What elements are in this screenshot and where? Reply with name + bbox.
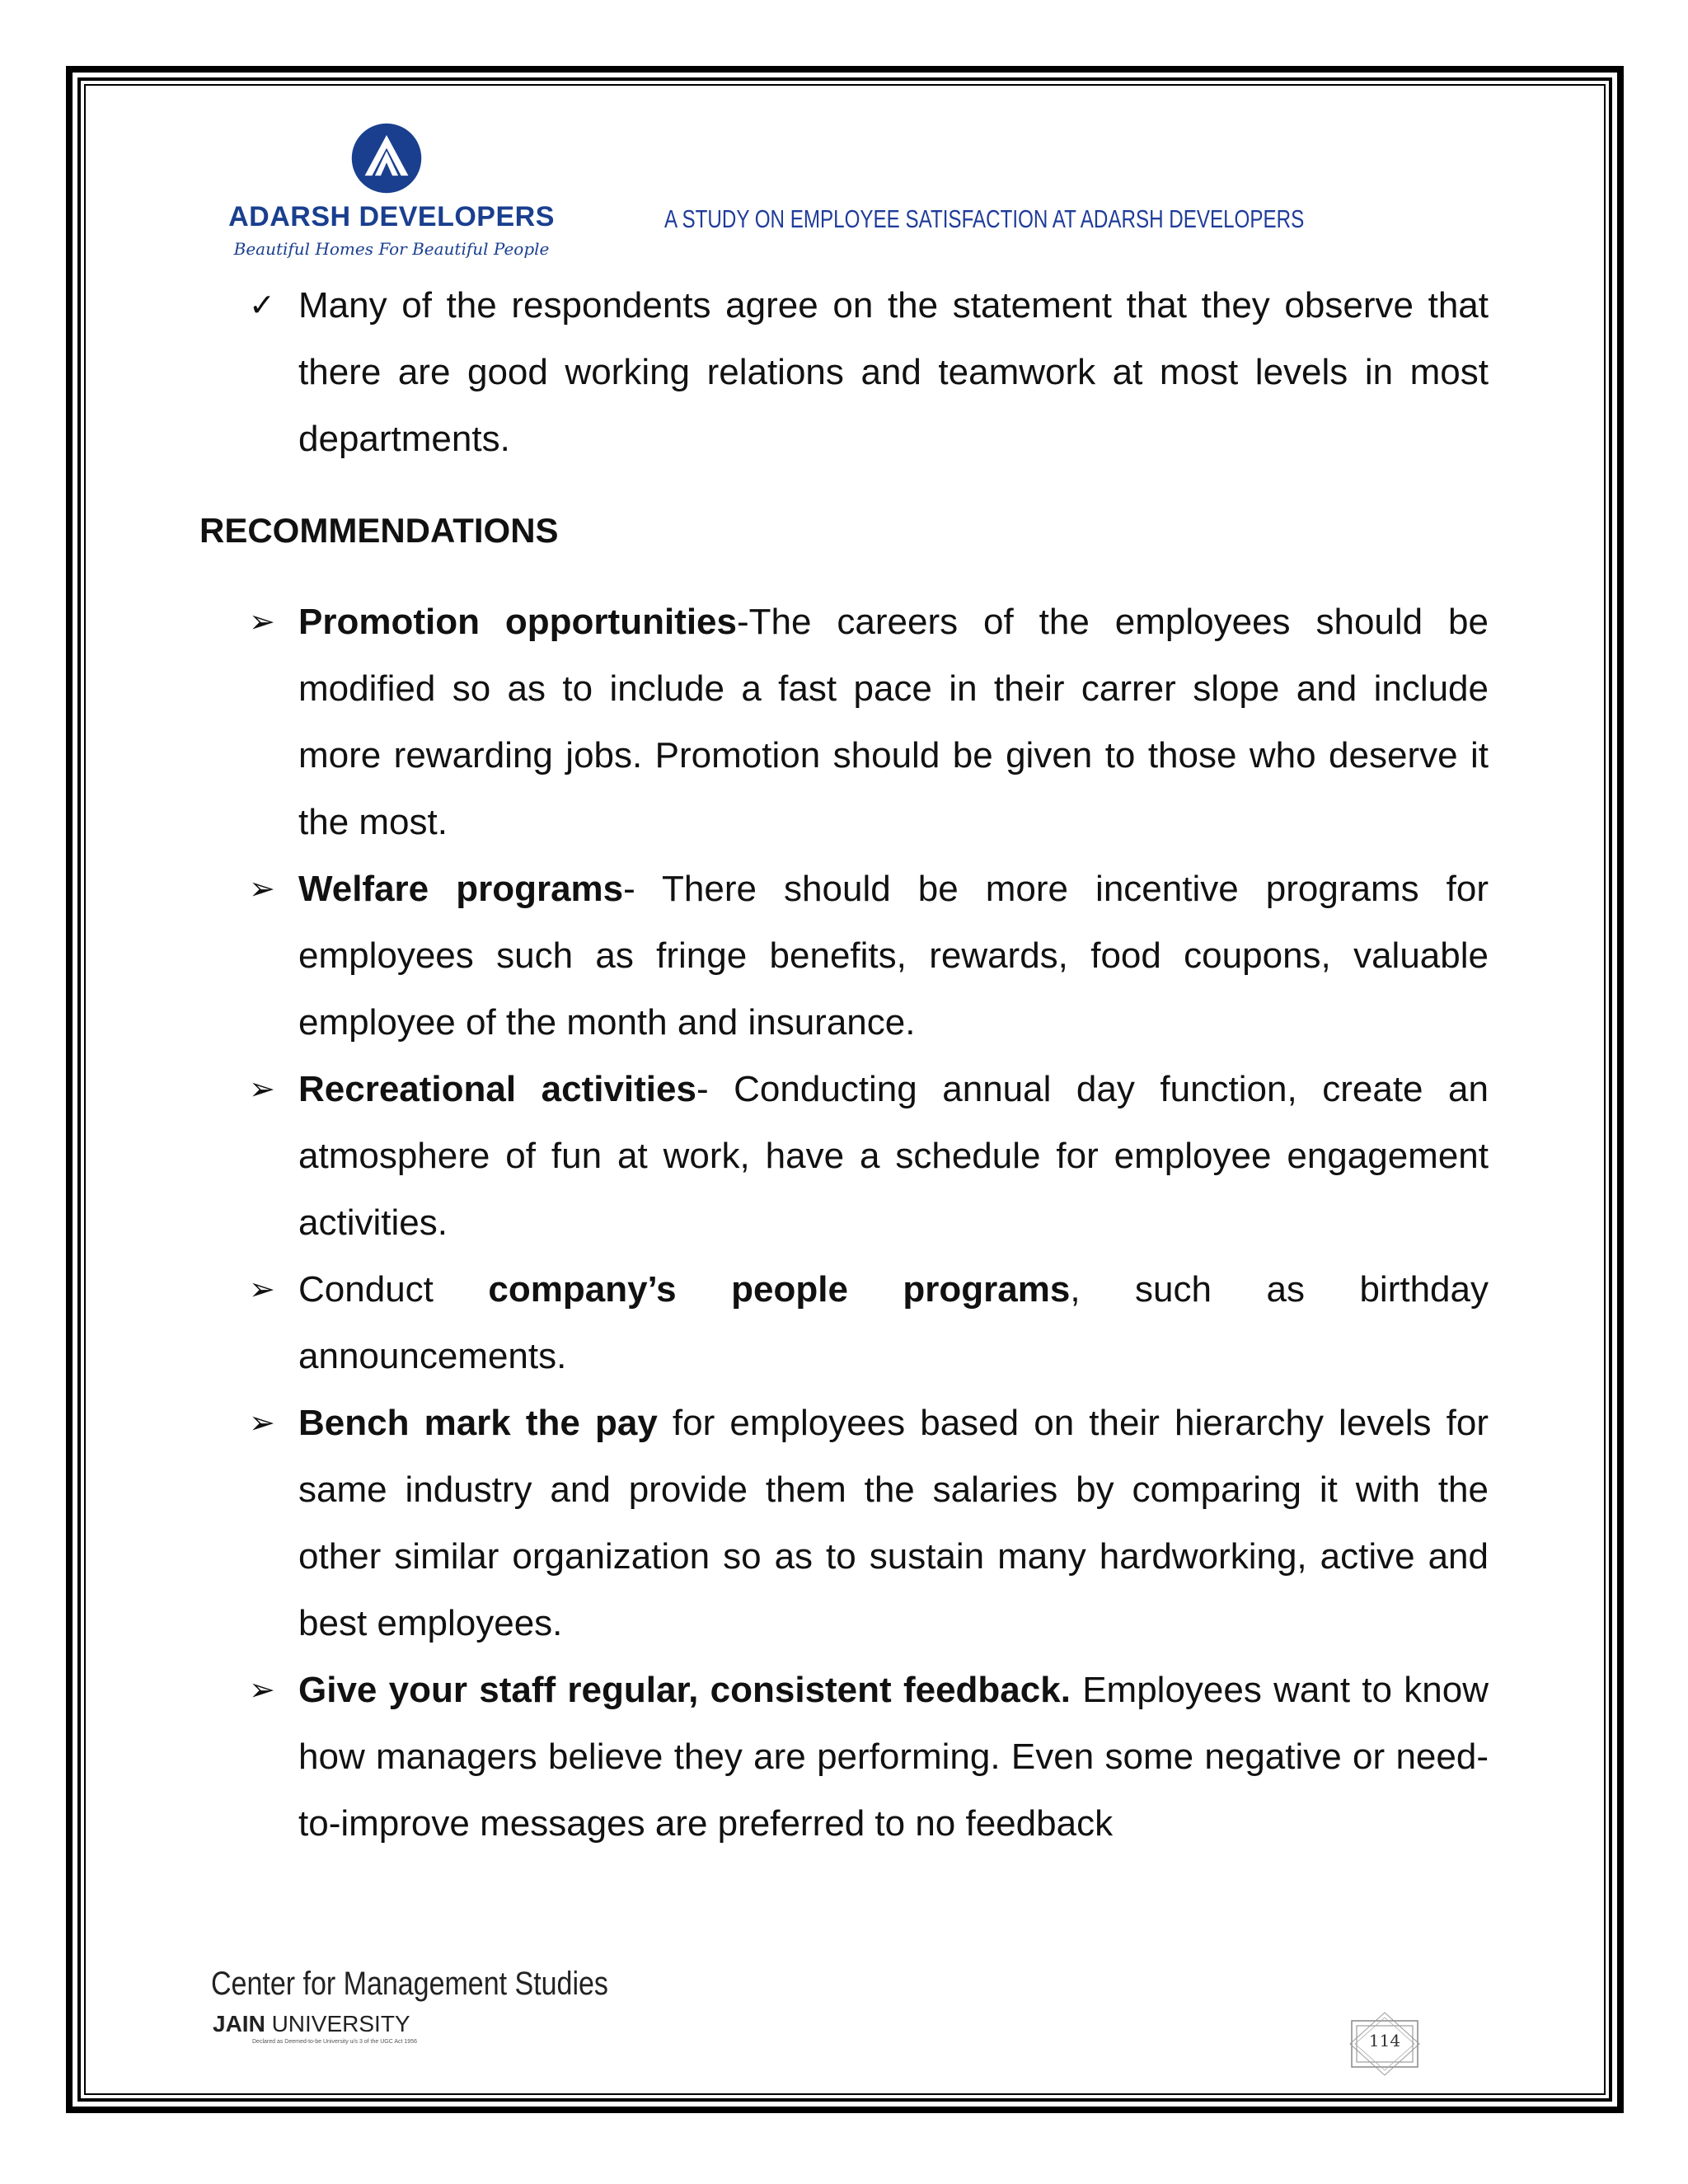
arrow-bullet-icon: ➢ — [249, 870, 275, 907]
arrow-bullet-icon: ➢ — [249, 1671, 275, 1708]
section-heading: RECOMMENDATIONS — [199, 511, 559, 550]
footer-university-bold: JAIN — [213, 2011, 265, 2036]
logo-emblem-icon — [350, 122, 423, 194]
arrow-bullet-icon: ➢ — [249, 1271, 275, 1307]
company-logo — [223, 122, 560, 266]
page-content — [199, 272, 1489, 1857]
recommendations-list — [199, 588, 1489, 1857]
footer-small-print: Declared as Deemed-to-be University u/s 3 of the UGC Act 1956 — [252, 2039, 417, 2045]
recommendation-item — [199, 588, 1489, 855]
page-number: 114 — [1368, 2031, 1401, 2050]
recommendation-text: Employees want to know how managers believe they are performing. Even some negative or need-to-improve messages are preferred to no feedback — [298, 1670, 1489, 1844]
recommendation-title: Promotion opportunities — [298, 602, 737, 642]
conclusion-text: Many of the respondents agree on the statement that they observe that there are good working relations and teamwork at most levels in most departments. — [298, 285, 1489, 459]
footer-university — [213, 2011, 410, 2037]
logo-tagline: Beautiful Homes For Beautiful People — [233, 239, 550, 259]
recommendation-title: company’s people programs — [488, 1269, 1071, 1310]
checkmark-icon: ✓ — [249, 287, 275, 323]
arrow-bullet-icon: ➢ — [249, 1404, 275, 1441]
recommendation-text: , such as birthday announcements. — [298, 1269, 1489, 1376]
recommendation-item — [199, 1056, 1489, 1256]
logo-name: ADARSH DEVELOPERS — [228, 201, 555, 232]
recommendation-lead: Conduct — [298, 1269, 489, 1310]
recommendation-item — [199, 1657, 1489, 1857]
study-title: A STUDY ON EMPLOYEE SATISFACTION AT ADARSH DEVELOPERS — [664, 204, 1305, 233]
recommendation-title: Welfare programs — [298, 869, 624, 909]
recommendation-title: Bench mark the pay — [298, 1403, 658, 1443]
recommendation-text: - Conducting annual day function, create an atmosphere of fun at work, have a schedule for employee engagement activities. — [298, 1069, 1489, 1243]
arrow-bullet-icon: ➢ — [249, 1071, 275, 1107]
recommendation-item — [199, 855, 1489, 1056]
recommendation-text: - There should be more incentive programs for employees such as fringe benefits, rewards, food coupons, valuable employee of the month and insurance. — [298, 869, 1489, 1043]
recommendation-item — [199, 1390, 1489, 1657]
footer-university-rest: UNIVERSITY — [265, 2011, 410, 2036]
recommendation-text: for employees based on their hierarchy levels for same industry and provide them the salaries by comparing it with the other similar organization so as to sustain many hardworking, active and best employees. — [298, 1403, 1489, 1643]
conclusion-item — [199, 272, 1489, 472]
recommendation-text: -The careers of the employees should be modified so as to include a fast pace in their carrer slope and include more rewarding jobs. Promotion should be given to those who deserve it the most. — [298, 602, 1489, 842]
recommendation-title: Give your staff regular, consistent feedback. — [298, 1670, 1071, 1710]
arrow-bullet-icon: ➢ — [249, 603, 275, 640]
page-number-badge — [1343, 2011, 1426, 2077]
recommendation-item — [199, 1256, 1489, 1390]
recommendation-title: Recreational activities — [298, 1069, 696, 1109]
footer-center-name: Center for Management Studies — [211, 1966, 608, 2002]
